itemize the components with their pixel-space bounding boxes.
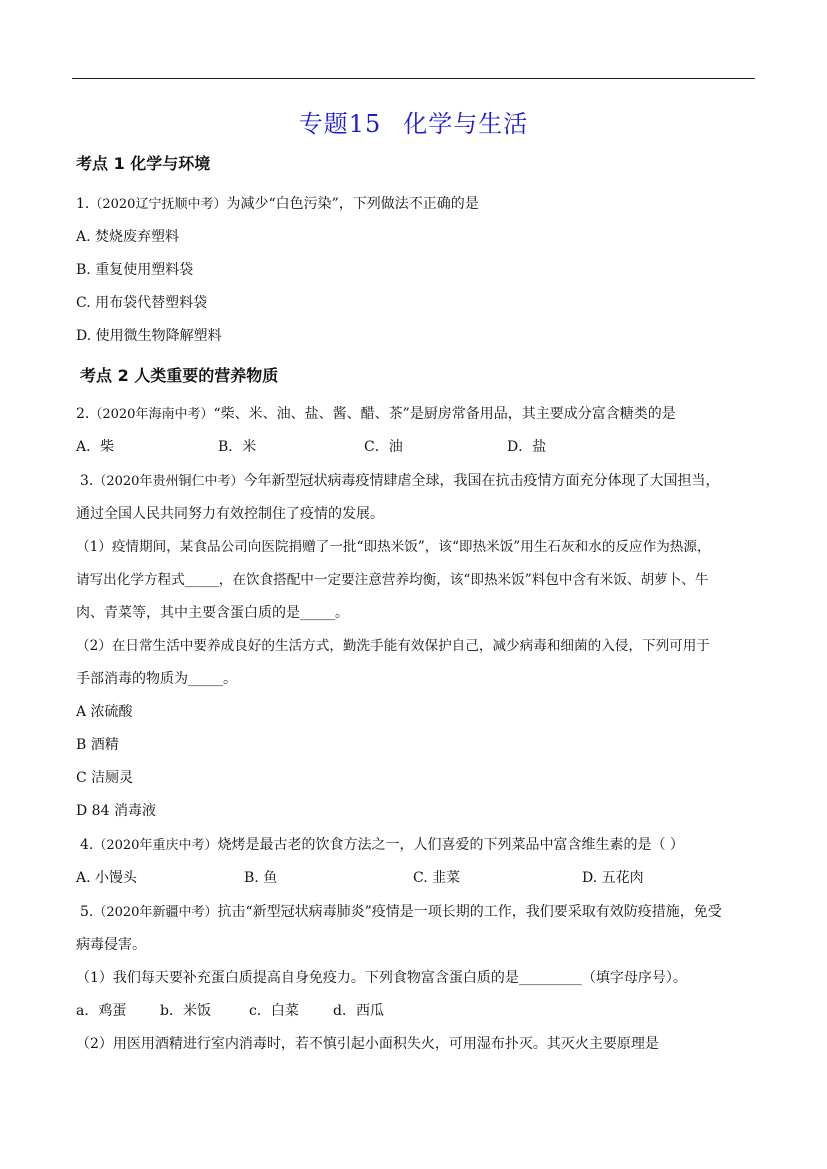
option: d．西瓜 [333,1003,384,1019]
option: B. 鱼 [244,870,278,886]
question-text: 手部消毒的物质为_____。 [76,671,237,687]
page-title [0,104,827,139]
section-heading: 考点 1 化学与环境 [76,154,211,173]
title-name: 化学与生活 [403,110,529,138]
option: B. 重复使用塑料袋 [76,262,194,278]
option: C. 韭菜 [413,870,461,886]
option: a．鸡蛋 [76,1003,127,1019]
header-rule [72,78,755,79]
question-text: （1）疫情期间，某食品公司向医院捐赠了一批“即热米饭”，该“即热米饭”用生石灰和水的反应作为热源， [76,539,711,555]
option: A．柴 [76,439,115,455]
question-text: 通过全国人民共同努力有效控制住了疫情的发展。 [76,506,384,522]
question-source: （2020年贵州铜仁中考） [93,474,244,489]
question-source: （2020辽宁抚顺中考） [89,197,227,212]
option: b．米饭 [160,1003,211,1019]
question-source: （2020年新疆中考） [93,905,218,920]
question-text: 抗击“新型冠状病毒肺炎”疫情是一项长期的工作，我们要采取有效防疫措施，免受 [217,904,722,920]
option: D. 使用微生物降解塑料 [76,328,222,344]
title-number: 15 [348,110,382,138]
option: C．油 [364,439,403,455]
title-prefix: 专题 [298,110,349,138]
question-text: （2）用医用酒精进行室内消毒时，若不慎引起小面积失火，可用湿布扑灭。其灭火主要原理是 [76,1036,659,1052]
question-number: 5. [80,904,94,920]
question-2-stem [76,405,676,424]
question-text: 为减少“白色污染”，下列做法不正确的是 [226,196,479,212]
option: C. 用布袋代替塑料袋 [76,295,208,311]
option: c．白菜 [249,1003,299,1019]
question-1-stem [76,195,479,214]
question-5-stem [80,903,722,922]
question-number: 4. [80,837,94,853]
question-text: （2）在日常生活中要养成良好的生活方式，勤洗手能有效保护自己，减少病毒和细菌的入侵，下列可用于 [76,638,710,654]
question-text: “柴、米、油、盐、酱、醋、茶”是厨房常备用品，其主要成分富含糖类的是 [213,406,676,422]
option: A 浓硫酸 [76,704,133,720]
question-3-stem [80,472,719,491]
option: A. 焚烧废弃塑料 [76,229,180,245]
section-heading: 考点 2 人类重要的营养物质 [80,366,279,385]
question-text: （1）我们每天要补充蛋白质提高自身免疫力。下列食物富含蛋白质的是_________（填字母序号）。 [76,970,687,986]
question-number: 1. [76,196,90,212]
question-text: 烧烤是最古老的饮食方法之一，人们喜爱的下列菜品中富含维生素的是（ ） [217,837,684,853]
question-4-stem [80,836,684,855]
option: D. 五花肉 [582,870,644,886]
question-text: 病毒侵害。 [76,937,146,953]
question-text: 今年新型冠状病毒疫情肆虐全球，我国在抗击疫情方面充分体现了大国担当， [243,473,720,489]
option: D．盐 [507,439,547,455]
question-text: 肉、青菜等，其中主要含蛋白质的是_____。 [76,605,349,621]
question-source: （2020年海南中考） [89,407,214,422]
option: B 酒精 [76,737,119,753]
question-number: 3. [80,473,94,489]
option: D 84 消毒液 [76,803,156,819]
option: B．米 [218,439,257,455]
question-text: 请写出化学方程式_____，在饮食搭配中一定要注意营养均衡，该“即热米饭”料包中含有米饭、胡萝卜、牛 [76,572,709,588]
question-source: （2020年重庆中考） [93,838,218,853]
question-number: 2. [76,406,90,422]
option: C 洁厕灵 [76,770,134,786]
option: A. 小馒头 [76,870,138,886]
